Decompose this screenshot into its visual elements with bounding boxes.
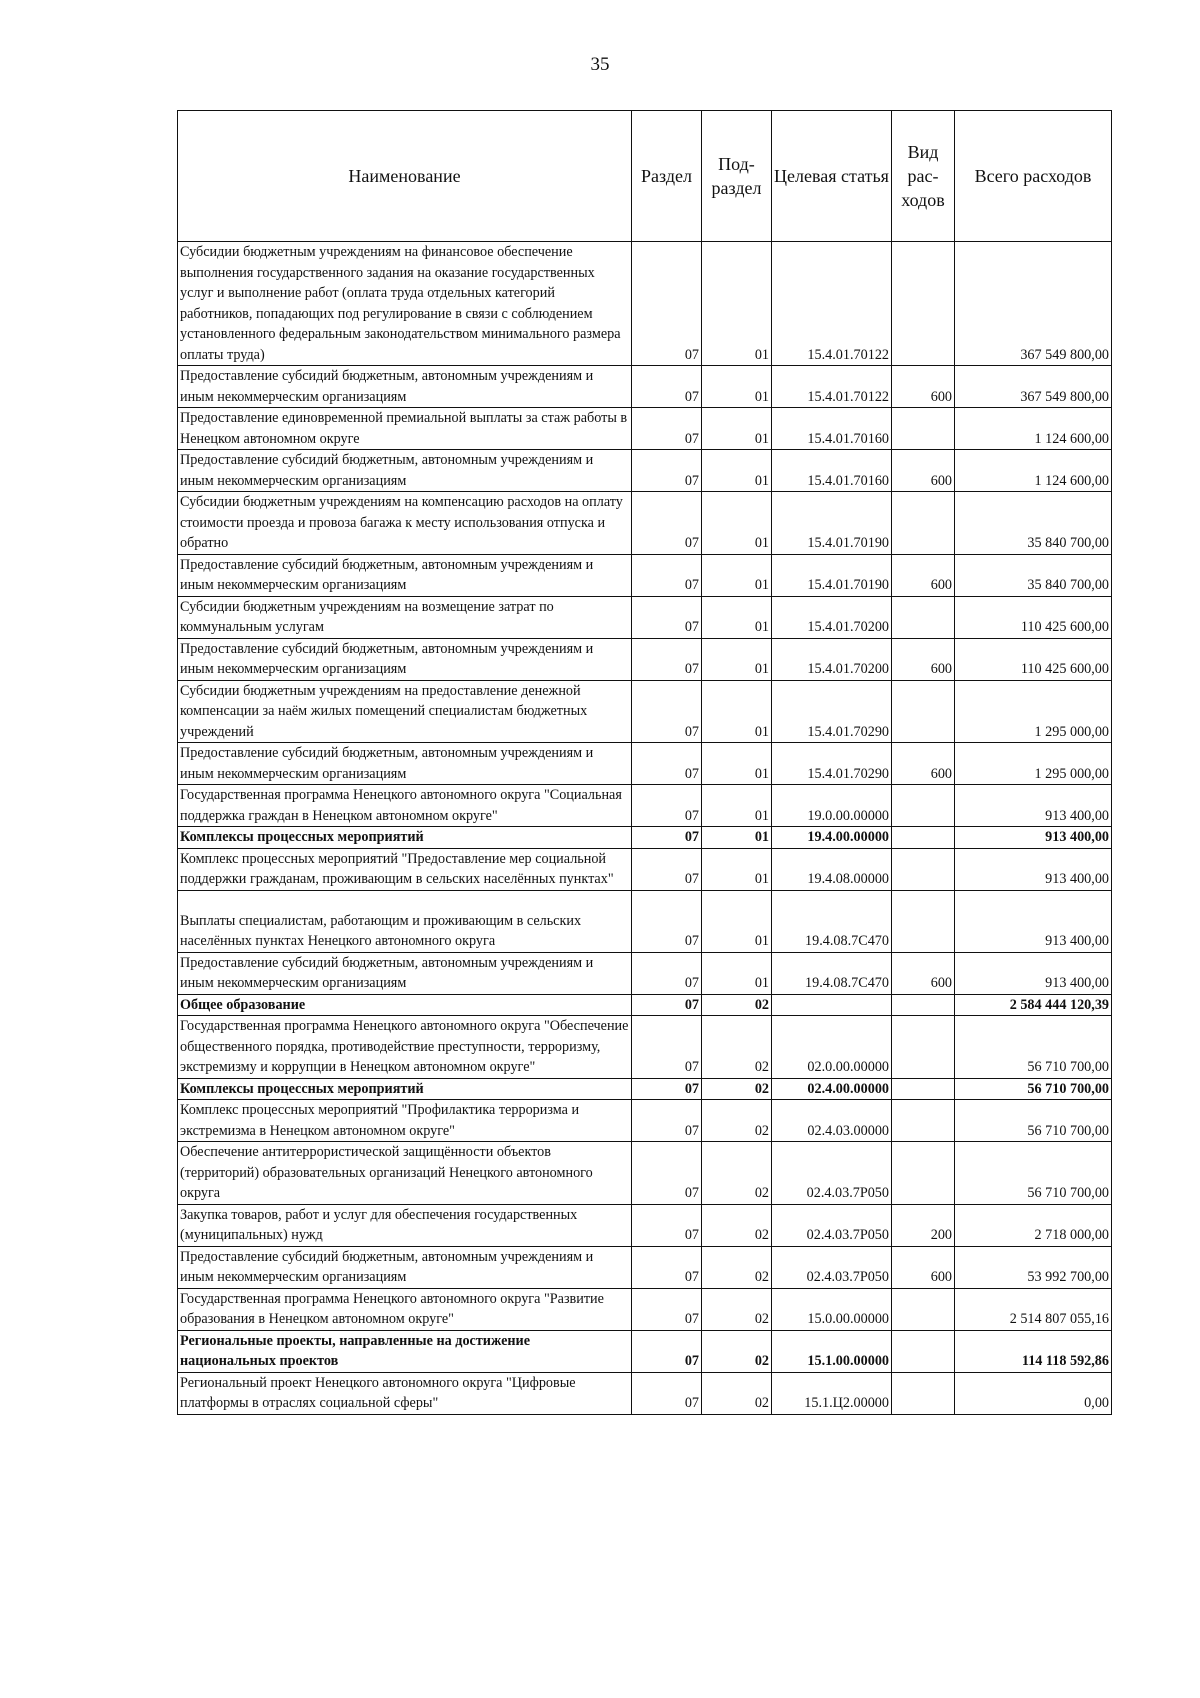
table-row [178,785,1112,827]
cell-target: 15.4.01.70122 [772,242,892,366]
cell-target: 15.0.00.00000 [772,1288,892,1330]
cell-kind [892,408,955,450]
cell-section: 07 [632,242,702,366]
cell-name: Предоставление субсидий бюджетным, автономным учреждениям и иным некоммерческим организациям [178,952,632,994]
cell-subsection: 01 [702,366,772,408]
table-body [178,242,1112,1415]
cell-name: Комплексы процессных мероприятий [178,1078,632,1100]
cell-section: 07 [632,952,702,994]
cell-total: 1 295 000,00 [955,680,1112,743]
cell-section: 07 [632,450,702,492]
cell-name: Предоставление субсидий бюджетным, автономным учреждениям и иным некоммерческим организациям [178,554,632,596]
cell-name: Предоставление субсидий бюджетным, автономным учреждениям и иным некоммерческим организациям [178,743,632,785]
cell-kind [892,680,955,743]
cell-subsection: 01 [702,890,772,952]
table-row [178,492,1112,555]
table-row [178,680,1112,743]
cell-kind [892,1288,955,1330]
header-subsection: Под-раздел [702,111,772,242]
table-row [178,408,1112,450]
table-row [178,1078,1112,1100]
cell-subsection: 02 [702,1330,772,1372]
cell-subsection: 01 [702,848,772,890]
cell-section: 07 [632,366,702,408]
header-kind: Вид рас-ходов [892,111,955,242]
cell-kind: 600 [892,554,955,596]
cell-section: 07 [632,1142,702,1205]
cell-subsection: 01 [702,827,772,849]
cell-total: 367 549 800,00 [955,242,1112,366]
cell-target: 02.4.03.7Р050 [772,1142,892,1205]
cell-target: 15.4.01.70200 [772,596,892,638]
cell-section: 07 [632,408,702,450]
budget-table [177,110,1112,1415]
cell-target: 02.4.03.7Р050 [772,1246,892,1288]
cell-subsection: 02 [702,1288,772,1330]
cell-kind [892,1078,955,1100]
cell-total: 913 400,00 [955,890,1112,952]
table-row [178,1100,1112,1142]
cell-total: 1 124 600,00 [955,450,1112,492]
cell-kind [892,994,955,1016]
cell-name: Субсидии бюджетным учреждениям на финансовое обеспечение выполнения государственного задания на оказание государственных услуг и выполнение работ (оплата труда отдельных категорий работников, попадающих под регулирование в связи с соблюдением установленного федеральным законодательством минимального размера оплаты труда) [178,242,632,366]
cell-total: 913 400,00 [955,785,1112,827]
cell-kind [892,1142,955,1205]
header-total: Всего расходов [955,111,1112,242]
cell-kind: 600 [892,952,955,994]
cell-kind [892,1372,955,1414]
cell-name: Субсидии бюджетным учреждениям на возмещение затрат по коммунальным услугам [178,596,632,638]
header-target: Целевая статья [772,111,892,242]
cell-name: Предоставление субсидий бюджетным, автономным учреждениям и иным некоммерческим организациям [178,638,632,680]
cell-name: Субсидии бюджетным учреждениям на компенсацию расходов на оплату стоимости проезда и провоза багажа к месту использования отпуска и обратно [178,492,632,555]
cell-total: 114 118 592,86 [955,1330,1112,1372]
cell-target: 02.4.00.00000 [772,1078,892,1100]
cell-subsection: 02 [702,1100,772,1142]
table-row [178,1246,1112,1288]
cell-kind: 600 [892,366,955,408]
cell-target: 15.4.01.70160 [772,450,892,492]
table-row [178,1330,1112,1372]
cell-target: 19.4.08.7С470 [772,952,892,994]
table-row [178,1372,1112,1414]
cell-kind: 600 [892,1246,955,1288]
cell-total: 35 840 700,00 [955,492,1112,555]
cell-kind [892,827,955,849]
cell-name: Комплекс процессных мероприятий "Профилактика терроризма и экстремизма в Ненецком автономном округе" [178,1100,632,1142]
cell-total: 913 400,00 [955,952,1112,994]
table-row [178,827,1112,849]
table-row [178,366,1112,408]
cell-kind: 600 [892,450,955,492]
cell-section: 07 [632,680,702,743]
table-row [178,554,1112,596]
cell-section: 07 [632,1246,702,1288]
cell-total: 2 718 000,00 [955,1204,1112,1246]
cell-section: 07 [632,596,702,638]
cell-name: Предоставление субсидий бюджетным, автономным учреждениям и иным некоммерческим организациям [178,366,632,408]
cell-section: 07 [632,890,702,952]
header-section: Раздел [632,111,702,242]
table-row [178,638,1112,680]
cell-subsection: 01 [702,638,772,680]
cell-total: 56 710 700,00 [955,1078,1112,1100]
cell-target: 15.4.01.70122 [772,366,892,408]
cell-target: 02.4.03.7Р050 [772,1204,892,1246]
cell-section: 07 [632,1016,702,1079]
cell-name: Выплаты специалистам, работающим и проживающим в сельских населённых пунктах Ненецкого автономного округа [178,890,632,952]
cell-target: 15.4.01.70200 [772,638,892,680]
cell-name: Обеспечение антитеррористической защищённости объектов (территорий) образовательных организаций Ненецкого автономного округа [178,1142,632,1205]
cell-kind [892,1330,955,1372]
table-row [178,890,1112,952]
cell-total: 110 425 600,00 [955,638,1112,680]
table-row [178,1016,1112,1079]
cell-target: 19.4.08.00000 [772,848,892,890]
cell-section: 07 [632,638,702,680]
cell-section: 07 [632,1100,702,1142]
cell-subsection: 01 [702,408,772,450]
cell-total: 53 992 700,00 [955,1246,1112,1288]
cell-subsection: 01 [702,450,772,492]
table-row [178,1204,1112,1246]
cell-total: 1 295 000,00 [955,743,1112,785]
cell-target: 15.1.Ц2.00000 [772,1372,892,1414]
cell-kind [892,596,955,638]
cell-subsection: 01 [702,596,772,638]
cell-subsection: 02 [702,1142,772,1205]
cell-section: 07 [632,848,702,890]
cell-name: Предоставление субсидий бюджетным, автономным учреждениям и иным некоммерческим организациям [178,450,632,492]
cell-total: 0,00 [955,1372,1112,1414]
cell-section: 07 [632,743,702,785]
cell-name: Государственная программа Ненецкого автономного округа "Развитие образования в Ненецком автономном округе" [178,1288,632,1330]
cell-subsection: 01 [702,242,772,366]
cell-kind [892,890,955,952]
cell-subsection: 01 [702,785,772,827]
cell-kind: 200 [892,1204,955,1246]
table-row [178,242,1112,366]
cell-subsection: 01 [702,554,772,596]
table-header-row [178,111,1112,242]
cell-target: 19.0.00.00000 [772,785,892,827]
cell-target: 19.4.08.7С470 [772,890,892,952]
cell-subsection: 01 [702,952,772,994]
cell-subsection: 01 [702,680,772,743]
table-row [178,743,1112,785]
cell-total: 56 710 700,00 [955,1100,1112,1142]
cell-kind: 600 [892,638,955,680]
page-number: 35 [590,54,610,75]
cell-name: Предоставление субсидий бюджетным, автономным учреждениям и иным некоммерческим организациям [178,1246,632,1288]
cell-name: Комплекс процессных мероприятий "Предоставление мер социальной поддержки гражданам, проживающим в сельских населённых пунктах" [178,848,632,890]
cell-name: Государственная программа Ненецкого автономного округа "Социальная поддержка граждан в Ненецком автономном округе" [178,785,632,827]
cell-name: Закупка товаров, работ и услуг для обеспечения государственных (муниципальных) нужд [178,1204,632,1246]
cell-section: 07 [632,1204,702,1246]
cell-kind [892,242,955,366]
cell-target: 15.4.01.70190 [772,492,892,555]
cell-total: 1 124 600,00 [955,408,1112,450]
cell-target: 15.4.01.70290 [772,680,892,743]
cell-kind [892,492,955,555]
cell-target: 15.4.01.70160 [772,408,892,450]
cell-target [772,994,892,1016]
table-row [178,952,1112,994]
cell-name: Общее образование [178,994,632,1016]
cell-total: 2 584 444 120,39 [955,994,1112,1016]
cell-section: 07 [632,785,702,827]
cell-total: 56 710 700,00 [955,1016,1112,1079]
cell-total: 2 514 807 055,16 [955,1288,1112,1330]
cell-name: Региональный проект Ненецкого автономного округа "Цифровые платформы в отраслях социальной сферы" [178,1372,632,1414]
cell-section: 07 [632,1372,702,1414]
cell-kind [892,1016,955,1079]
cell-kind [892,848,955,890]
cell-target: 19.4.00.00000 [772,827,892,849]
cell-section: 07 [632,1078,702,1100]
cell-target: 15.1.00.00000 [772,1330,892,1372]
cell-total: 913 400,00 [955,848,1112,890]
table-row [178,994,1112,1016]
cell-subsection: 02 [702,1246,772,1288]
cell-total: 110 425 600,00 [955,596,1112,638]
cell-kind [892,1100,955,1142]
cell-kind: 600 [892,743,955,785]
cell-name: Государственная программа Ненецкого автономного округа "Обеспечение общественного порядка, противодействие преступности, терроризму, экстремизму и коррупции в Ненецком автономном округе" [178,1016,632,1079]
table-row [178,1288,1112,1330]
cell-name: Региональные проекты, направленные на достижение национальных проектов [178,1330,632,1372]
cell-total: 367 549 800,00 [955,366,1112,408]
cell-subsection: 02 [702,1078,772,1100]
cell-section: 07 [632,554,702,596]
cell-subsection: 01 [702,492,772,555]
header-name: Наименование [178,111,632,242]
cell-subsection: 02 [702,1204,772,1246]
table-row [178,596,1112,638]
cell-target: 02.4.03.00000 [772,1100,892,1142]
cell-target: 02.0.00.00000 [772,1016,892,1079]
cell-section: 07 [632,492,702,555]
cell-subsection: 02 [702,1016,772,1079]
table-row [178,450,1112,492]
cell-name: Субсидии бюджетным учреждениям на предоставление денежной компенсации за наём жилых помещений специалистам бюджетных учреждений [178,680,632,743]
cell-section: 07 [632,827,702,849]
cell-name: Комплексы процессных мероприятий [178,827,632,849]
table-row [178,848,1112,890]
cell-total: 56 710 700,00 [955,1142,1112,1205]
cell-kind [892,785,955,827]
cell-section: 07 [632,1330,702,1372]
cell-section: 07 [632,994,702,1016]
cell-subsection: 01 [702,743,772,785]
cell-total: 35 840 700,00 [955,554,1112,596]
cell-subsection: 02 [702,1372,772,1414]
cell-name: Предоставление единовременной премиальной выплаты за стаж работы в Ненецком автономном округе [178,408,632,450]
cell-target: 15.4.01.70190 [772,554,892,596]
table-row [178,1142,1112,1205]
cell-total: 913 400,00 [955,827,1112,849]
cell-target: 15.4.01.70290 [772,743,892,785]
cell-section: 07 [632,1288,702,1330]
cell-subsection: 02 [702,994,772,1016]
